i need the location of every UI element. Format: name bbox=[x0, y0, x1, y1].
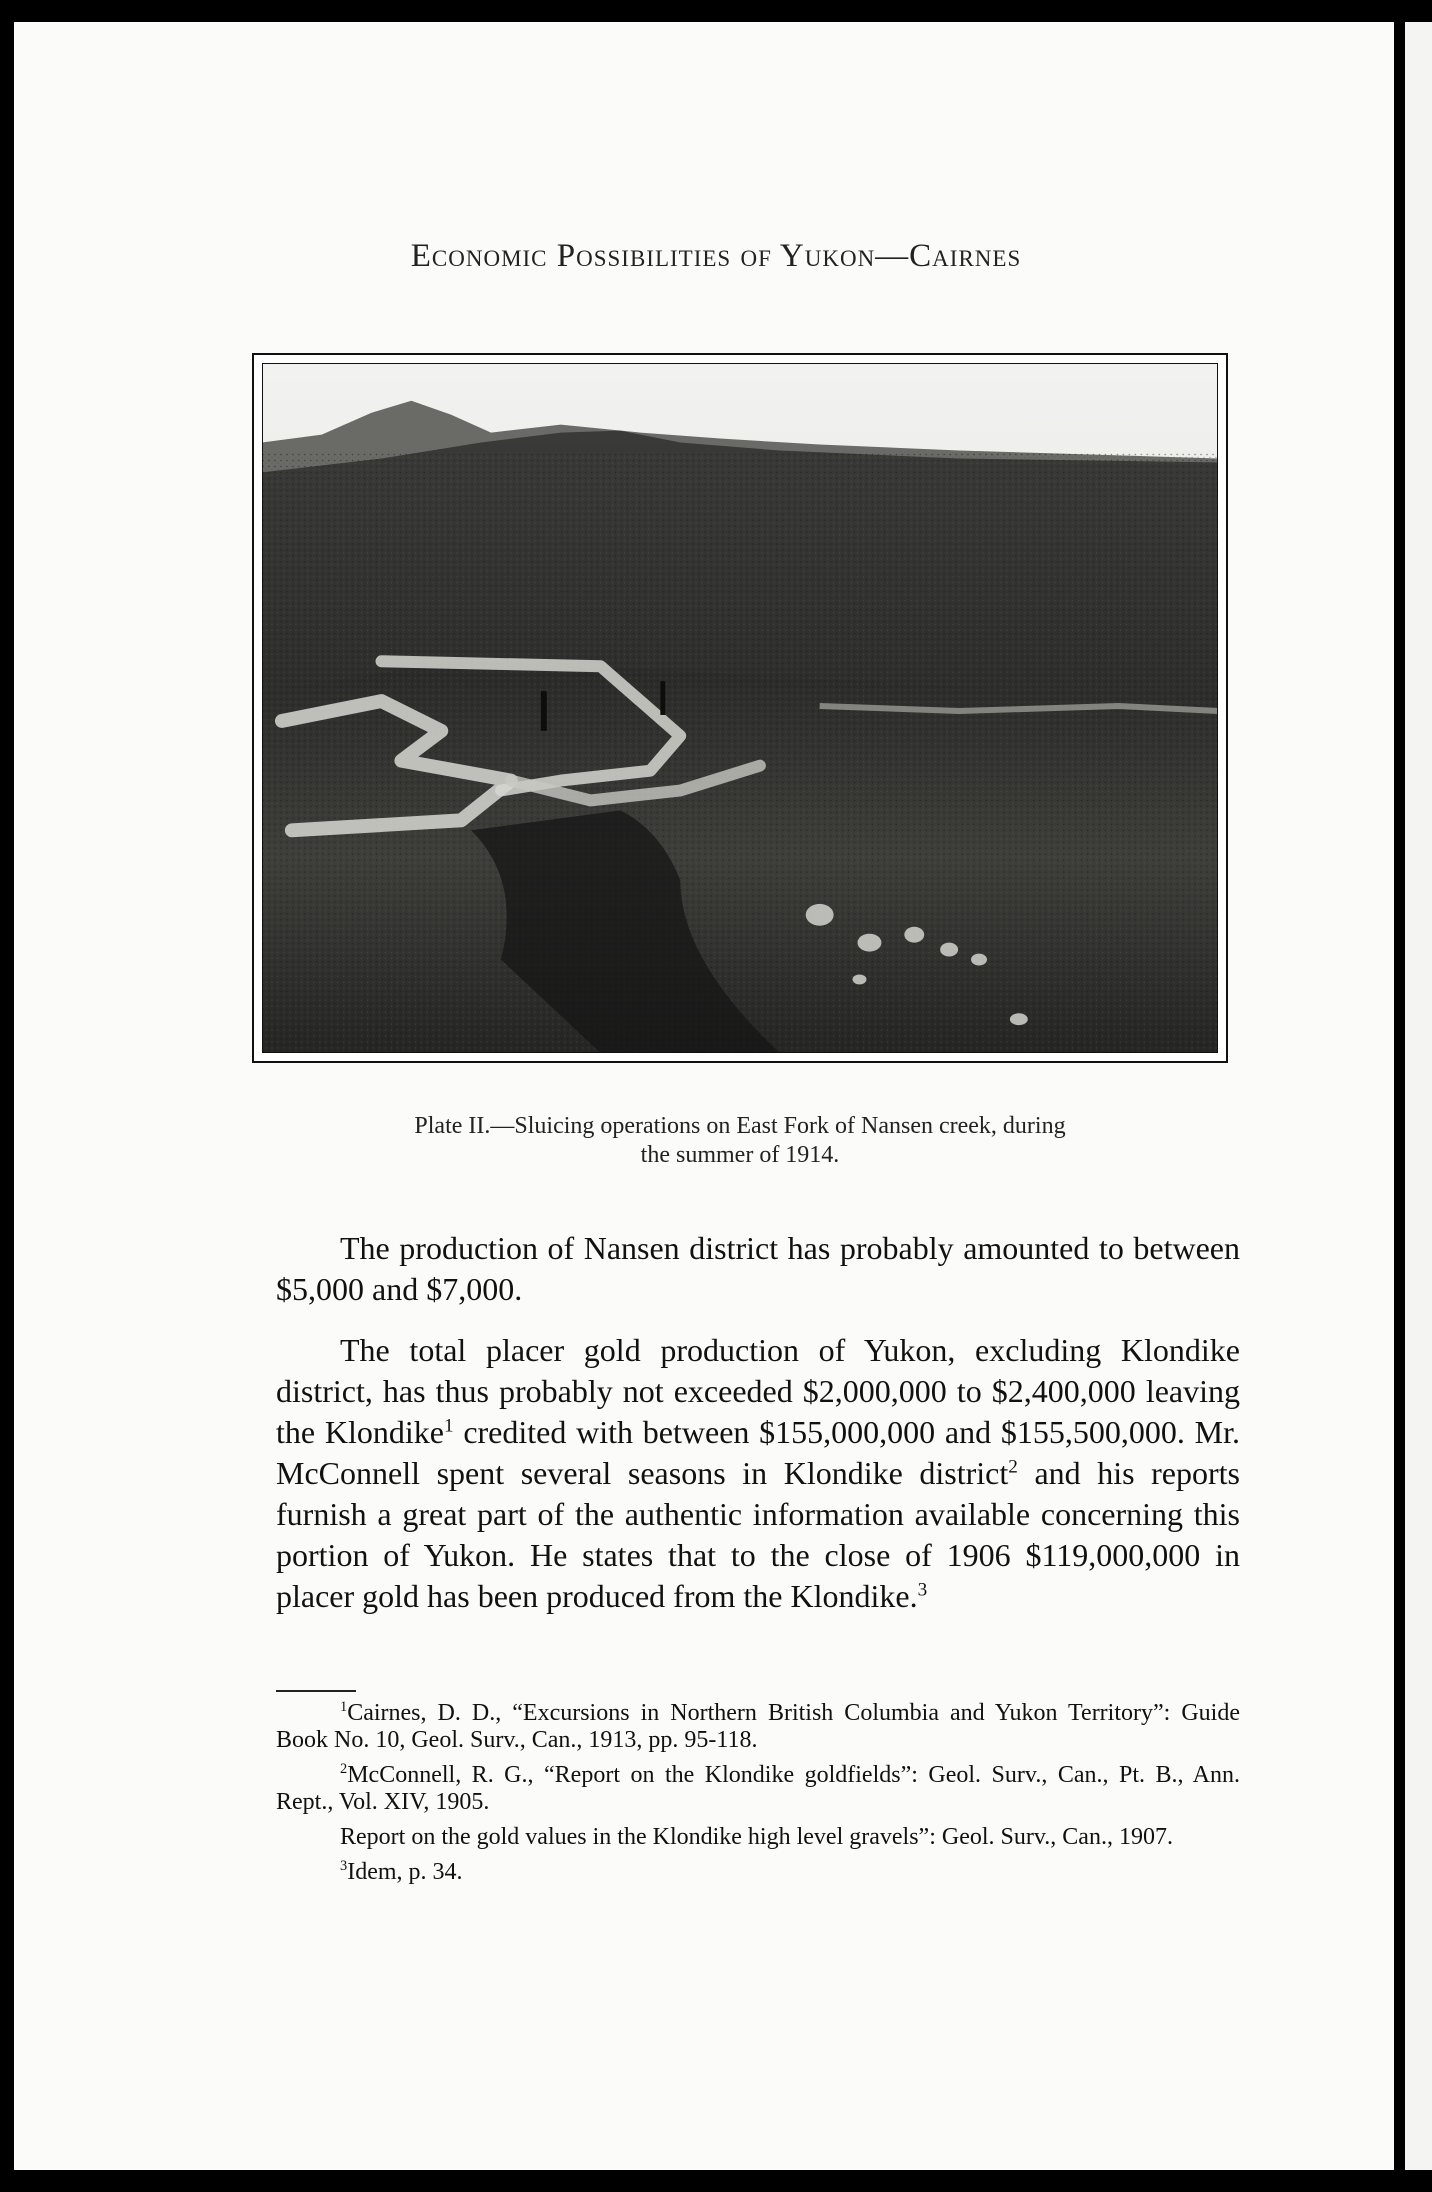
footnote-ref-1: 1 bbox=[443, 1415, 454, 1437]
plate-caption bbox=[290, 1112, 1190, 1170]
footnote-3-mark: 3 bbox=[340, 1858, 348, 1874]
paragraph-2-part-a: The total placer gold production of Yukon, excluding Klondike district, has thus probably not exceeded $2,000,000 to $2,400,000 leaving the Klondike bbox=[276, 1332, 1240, 1450]
footnote-ref-2: 2 bbox=[1008, 1456, 1018, 1478]
paragraph-2 bbox=[276, 1330, 1240, 1617]
footnote-2-text: McConnell, R. G., “Report on the Klondike goldfields”: Geol. Surv., Can., Pt. B., Ann. Rept., Vol. XIV, 1905. bbox=[276, 1762, 1240, 1815]
running-head: Economic Possibilities of Yukon—Cairnes bbox=[410, 238, 1022, 274]
footnote-rule bbox=[276, 1690, 356, 1692]
paragraph-2-part-c: and his reports furnish a great part of the authentic information available concerning this portion of Yukon. He states that to the close of 1906 $119,000,000 in placer gold has been produced from the Klondike. bbox=[276, 1455, 1241, 1614]
footnote-1 bbox=[276, 1700, 1240, 1754]
paragraph-2-part-b: credited with between $155,000,000 and $155,500,000. Mr. McConnell spent several seasons in Klondike district bbox=[276, 1414, 1240, 1491]
footnote-2-mark: 2 bbox=[340, 1761, 348, 1777]
footnote-2b: Report on the gold values in the Klondike high level gravels”: Geol. Surv., Can., 1907. bbox=[340, 1824, 1173, 1850]
footnote-ref-3: 3 bbox=[917, 1579, 928, 1601]
footnotes bbox=[276, 1700, 1240, 1894]
footnote-1-mark: 1 bbox=[340, 1699, 348, 1715]
sluicing-photo bbox=[262, 363, 1218, 1053]
adjacent-page-edge bbox=[1405, 22, 1432, 2170]
paragraph-1: The production of Nansen district has probably amounted to between $5,000 and $7,000. bbox=[276, 1230, 1240, 1307]
footnote-1-text: Cairnes, D. D., “Excursions in Northern British Columbia and Yukon Territory”: Guide Book No. 10, Geol. Surv., Can., 1913, pp. 95-118. bbox=[276, 1700, 1240, 1753]
footnote-2 bbox=[276, 1762, 1240, 1816]
caption-line-1: Plate II.—Sluicing operations on East Fork of Nansen creek, during bbox=[414, 1113, 1066, 1139]
landscape-image bbox=[262, 363, 1218, 1053]
caption-line-2: the summer of 1914. bbox=[640, 1142, 840, 1168]
plate-photograph bbox=[252, 353, 1228, 1063]
body-text bbox=[276, 1228, 1240, 1637]
footnote-3 bbox=[276, 1859, 1240, 1886]
footnote-3-text: Idem, p. 34. bbox=[347, 1859, 463, 1885]
